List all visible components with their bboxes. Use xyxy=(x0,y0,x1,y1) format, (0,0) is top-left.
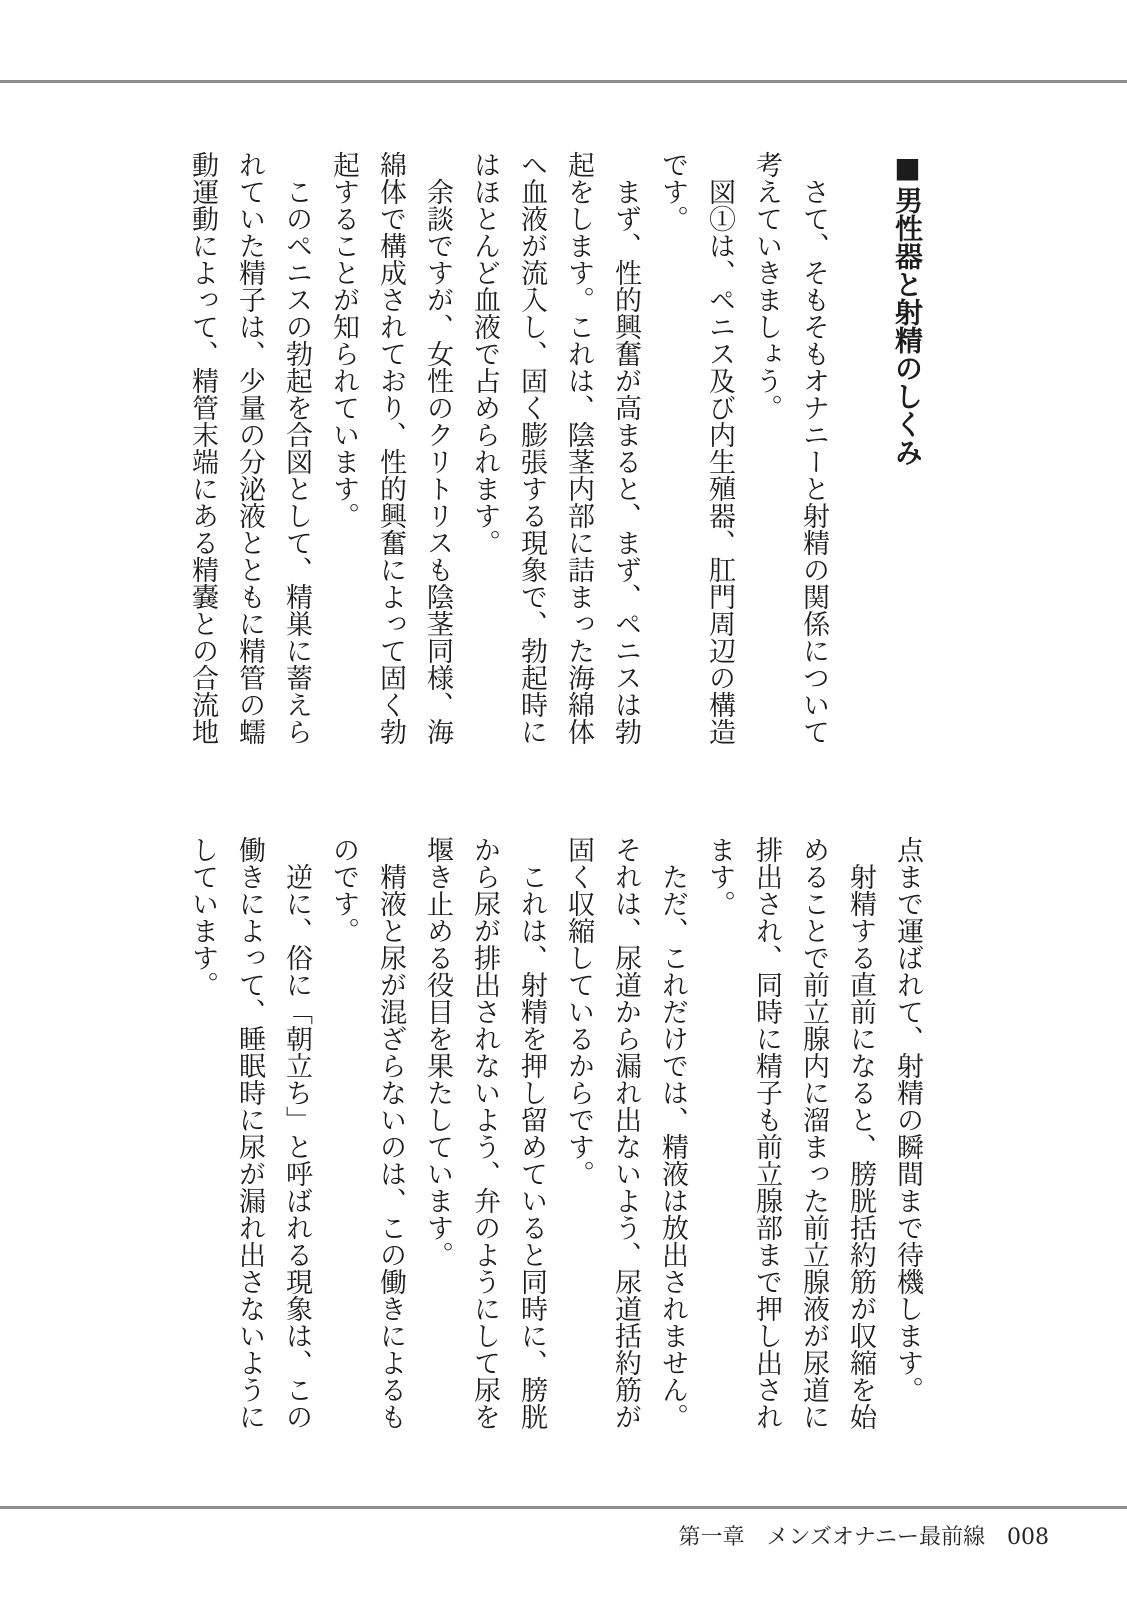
heading-text: 男性器と射精のしくみ xyxy=(891,186,924,466)
text-column: 起することが知られています。 xyxy=(328,151,359,529)
text-column: 起をします。これは、陰茎内部に詰まった海綿体 xyxy=(563,151,594,745)
text-column: 余談ですが、女性のクリトリスも陰茎同様、海 xyxy=(422,151,453,745)
lower-text-block xyxy=(179,836,931,1436)
text-column: れていた精子は、少量の分泌液とともに精管の蠕 xyxy=(234,151,265,745)
text-column: へ血液が流入し、固く膨張する現象で、勃起時に xyxy=(516,151,547,745)
text-column: はほとんど血液で占められます。 xyxy=(469,151,500,556)
text-column: 固く収縮しているからです。 xyxy=(563,836,594,1187)
text-column: 射精する直前になると、膀胱括約筋が収縮を始 xyxy=(845,836,876,1430)
text-column: しています。 xyxy=(187,836,218,998)
section-heading xyxy=(884,151,931,751)
text-column: まず、性的興奮が高まると、まず、ペニスは勃 xyxy=(610,151,641,745)
text-column: です。 xyxy=(657,151,688,232)
text-column: それは、尿道から漏れ出ないよう、尿道括約筋が xyxy=(610,836,641,1430)
text-column: ただ、これだけでは、精液は放出されません。 xyxy=(657,836,688,1430)
text-column: これは、射精を押し留めていると同時に、膀胱 xyxy=(516,836,547,1430)
heading-square-marker: ■ xyxy=(891,151,924,186)
text-column: 動運動によって、精管末端にある精嚢との合流地 xyxy=(187,151,218,745)
text-column: 図①は、ペニス及び内生殖器、肛門周辺の構造 xyxy=(704,151,735,745)
top-rule xyxy=(0,80,1127,83)
text-column: 精液と尿が混ざらないのは、この働きによるも xyxy=(375,836,406,1430)
text-column: 働きによって、睡眠時に尿が漏れ出さないように xyxy=(234,836,265,1430)
text-column: 点まで運ばれて、射精の瞬間まで待機します。 xyxy=(892,836,923,1403)
chapter-label: 第一章 xyxy=(678,1525,745,1550)
text-column: 排出され、同時に精子も前立腺部まで押し出され xyxy=(751,836,782,1430)
page-footer xyxy=(679,1520,1049,1551)
text-column: 堰き止める役目を果たしています。 xyxy=(422,836,453,1268)
bottom-rule xyxy=(0,1506,1127,1509)
text-column: 考えていきましょう。 xyxy=(751,151,782,421)
text-column: から尿が排出されないよう、弁のようにして尿を xyxy=(469,836,500,1430)
text-column: このペニスの勃起を合図として、精巣に蓄えら xyxy=(281,151,312,745)
text-column: 逆に、俗に「朝立ち」と呼ばれる現象は、この xyxy=(281,836,312,1430)
text-column: のです。 xyxy=(328,836,359,944)
section-title: メンズオナニー最前線 xyxy=(766,1525,985,1550)
upper-text-block xyxy=(179,151,931,751)
text-column: めることで前立腺内に溜まった前立腺液が尿道に xyxy=(798,836,829,1430)
page-number: 008 xyxy=(1007,1525,1049,1550)
text-column: さて、そもそもオナニーと射精の関係について xyxy=(798,151,829,745)
text-column: ます。 xyxy=(704,836,735,917)
text-column: 綿体で構成されており、性的興奮によって固く勃 xyxy=(375,151,406,745)
